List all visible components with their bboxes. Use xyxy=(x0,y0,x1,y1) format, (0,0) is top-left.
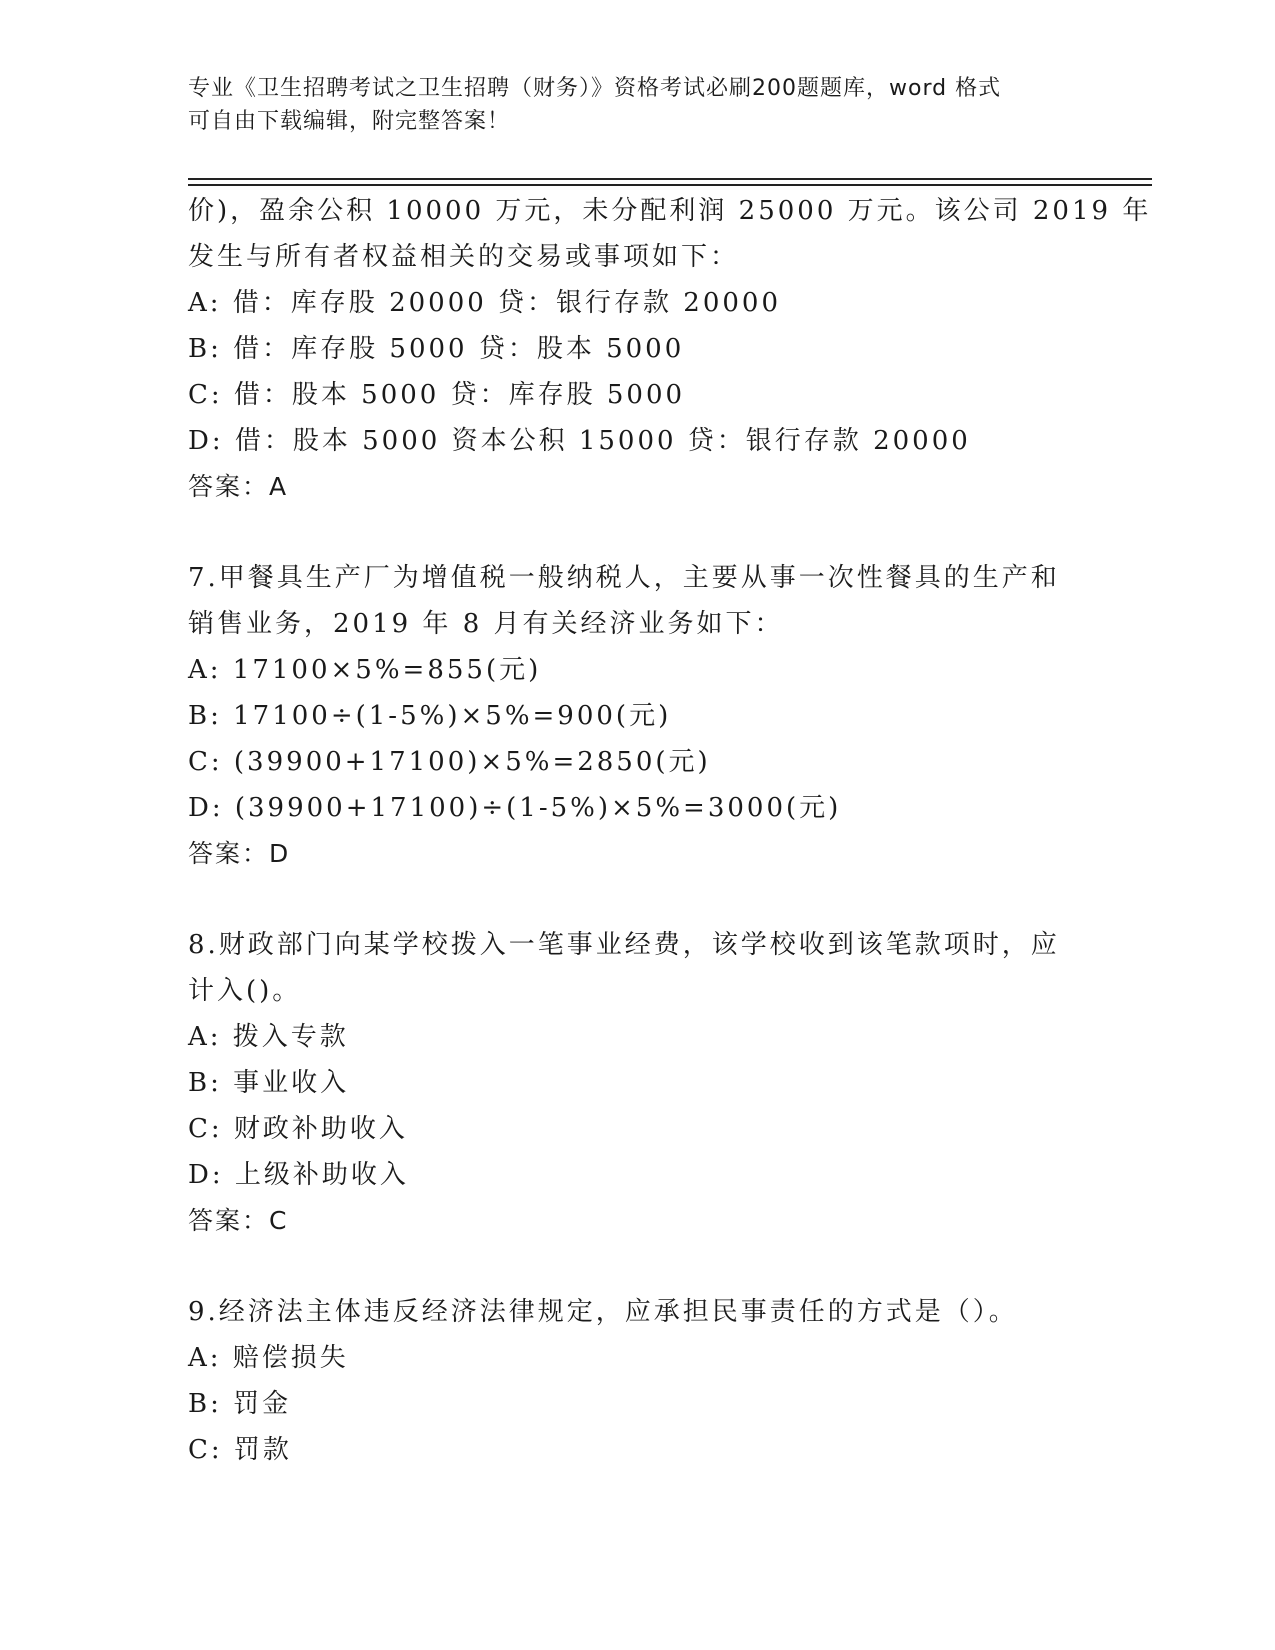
question-stem: 8.财政部门向某学校拨入一笔事业经费，该学校收到该笔款项时，应 xyxy=(188,930,1060,960)
option-b: B: 事业收入 xyxy=(188,1068,350,1098)
question-stem: 7.甲餐具生产厂为增值税一般纳税人，主要从事一次性餐具的生产和 xyxy=(188,563,1060,593)
option-b: B: 罚金 xyxy=(188,1389,292,1419)
option-d: D: 借：股本 5000 资本公积 15000 贷：银行存款 20000 xyxy=(188,426,971,456)
option-d: D: (39900+17100)÷(1-5%)×5%=3000(元) xyxy=(188,793,842,823)
question-stem: 计入()。 xyxy=(188,976,302,1006)
answer: 答案：C xyxy=(188,1206,289,1235)
option-d: D: 上级补助收入 xyxy=(188,1160,409,1190)
question-stem: 发生与所有者权益相关的交易或事项如下： xyxy=(188,242,740,272)
answer: 答案：D xyxy=(188,839,291,868)
question-8 xyxy=(188,922,1088,1244)
option-a: A: 17100×5%=855(元) xyxy=(188,655,542,685)
option-c: C: 借：股本 5000 贷：库存股 5000 xyxy=(188,380,686,410)
header-rule-top xyxy=(188,178,1152,180)
question-9 xyxy=(188,1289,1088,1473)
option-c: C: 财政补助收入 xyxy=(188,1114,408,1144)
answer: 答案：A xyxy=(188,472,289,501)
header-line-1: 专业《卫生招聘考试之卫生招聘（财务）》资格考试必刷200题题库，word 格式 xyxy=(188,76,1002,101)
question-6 xyxy=(188,188,1152,510)
question-stem: 9.经济法主体违反经济法律规定，应承担民事责任的方式是（）。 xyxy=(188,1297,1018,1327)
question-list xyxy=(188,188,1152,1473)
option-a: A: 借：库存股 20000 贷：银行存款 20000 xyxy=(188,288,782,318)
option-b: B: 借：库存股 5000 贷：股本 5000 xyxy=(188,334,685,364)
option-a: A: 拨入专款 xyxy=(188,1022,349,1052)
option-c: C: (39900+17100)×5%=2850(元) xyxy=(188,747,711,777)
option-b: B: 17100÷(1-5%)×5%=900(元) xyxy=(188,701,672,731)
option-a: A: 赔偿损失 xyxy=(188,1343,349,1373)
question-stem: 价)，盈余公积 10000 万元，未分配利润 25000 万元。该公司 2019 年 xyxy=(188,196,1152,226)
header-rule-bottom xyxy=(188,184,1152,186)
question-stem: 销售业务，2019 年 8 月有关经济业务如下： xyxy=(188,609,784,639)
option-c: C: 罚款 xyxy=(188,1435,292,1465)
question-7 xyxy=(188,555,1088,877)
header-line-2: 可自由下载编辑，附完整答案！ xyxy=(188,109,511,134)
document-header xyxy=(188,72,1088,138)
